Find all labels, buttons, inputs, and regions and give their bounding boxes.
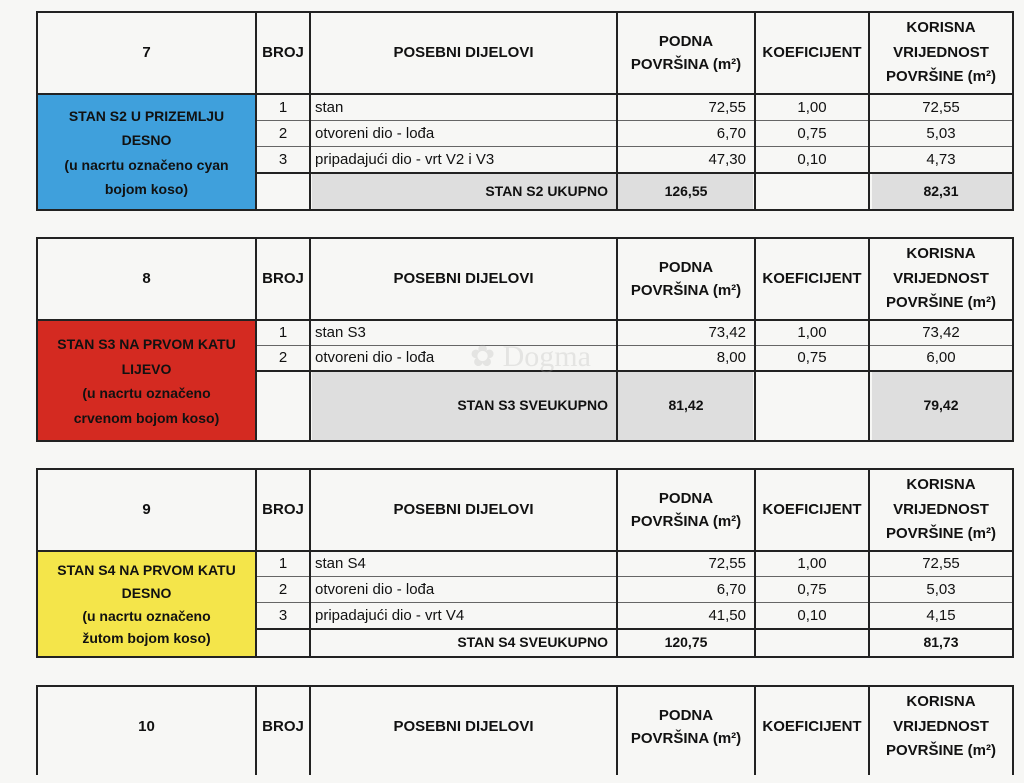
header-posebni-dijelovi: POSEBNI DIJELOVI xyxy=(393,718,534,736)
header-text: KORISNA xyxy=(906,18,976,36)
row-dio: otvoreni dio - lođa xyxy=(315,580,435,598)
header-text: POVRŠINE (m²) xyxy=(885,742,996,760)
header-text: VRIJEDNOST xyxy=(893,269,989,287)
total-podna: 126,55 xyxy=(664,182,708,199)
section-8 xyxy=(0,235,1024,445)
header-posebni-dijelovi: POSEBNI DIJELOVI xyxy=(393,44,534,62)
header-text: POVRŠINA (m²) xyxy=(630,730,742,747)
row-dio: otvoreni dio - lođa xyxy=(315,124,435,142)
header-podna-povrsina xyxy=(618,239,754,319)
row-dio: stan S3 xyxy=(315,324,366,342)
header-podna-povrsina xyxy=(618,13,754,93)
row-koef: 0,10 xyxy=(797,606,827,624)
section-9 xyxy=(0,468,1024,663)
row-podna: 41,50 xyxy=(708,606,746,624)
section-10 xyxy=(0,683,1024,783)
row-korisna: 5,03 xyxy=(926,124,956,142)
apartment-line: žutom bojom koso) xyxy=(82,630,211,647)
row-podna: 6,70 xyxy=(716,124,746,142)
section-number: 10 xyxy=(138,718,155,736)
header-koeficijent: KOEFICIJENT xyxy=(762,44,862,62)
watermark-logo: ✿ Dogma xyxy=(470,340,591,373)
row-broj: 1 xyxy=(278,555,288,573)
header-broj: BROJ xyxy=(262,44,304,62)
row-podna: 6,70 xyxy=(716,580,746,598)
row-koef: 0,75 xyxy=(797,124,827,142)
header-podna-povrsina xyxy=(618,470,754,550)
header-text: VRIJEDNOST xyxy=(893,500,989,518)
row-koef: 1,00 xyxy=(797,324,827,342)
apartment-line: bojom koso) xyxy=(104,181,189,197)
row-dio: stan xyxy=(315,98,344,116)
header-text: POVRŠINA (m²) xyxy=(630,513,742,530)
total-podna: 120,75 xyxy=(664,634,708,651)
header-broj: BROJ xyxy=(262,270,304,288)
row-korisna: 4,15 xyxy=(926,606,956,624)
row-broj: 3 xyxy=(278,606,288,624)
total-label: STAN S2 UKUPNO xyxy=(485,182,608,199)
row-podna: 47,30 xyxy=(708,150,746,168)
header-text: POVRŠINE (m²) xyxy=(885,68,996,86)
total-podna: 81,42 xyxy=(668,397,704,414)
apartment-label xyxy=(38,96,255,209)
row-dio: stan S4 xyxy=(315,555,366,573)
apartment-line: (u nacrtu označeno xyxy=(82,385,211,401)
header-text: POVRŠINE (m²) xyxy=(885,525,996,543)
header-text: KORISNA xyxy=(906,244,976,262)
row-korisna: 72,55 xyxy=(922,555,960,573)
header-korisna-vrijednost xyxy=(870,687,1012,767)
apartment-label xyxy=(38,553,255,656)
row-koef: 0,75 xyxy=(797,349,827,367)
apartment-label xyxy=(38,322,255,440)
header-text: POVRŠINA (m²) xyxy=(630,282,742,299)
header-koeficijent: KOEFICIJENT xyxy=(762,501,862,519)
row-dio: pripadajući dio - vrt V4 xyxy=(315,606,465,624)
row-koef: 0,75 xyxy=(797,580,827,598)
row-podna: 8,00 xyxy=(716,349,746,367)
header-text: VRIJEDNOST xyxy=(893,717,989,735)
row-podna: 73,42 xyxy=(708,324,746,342)
apartment-line: STAN S4 NA PRVOM KATU xyxy=(57,562,236,579)
header-text: KORISNA xyxy=(906,475,976,493)
row-broj: 1 xyxy=(278,324,288,342)
apartment-line: LIJEVO xyxy=(121,360,172,377)
row-koef: 1,00 xyxy=(797,98,827,116)
row-broj: 2 xyxy=(278,349,288,367)
header-text: POVRŠINA (m²) xyxy=(630,56,742,73)
row-korisna: 4,73 xyxy=(926,150,956,168)
apartment-line: DESNO xyxy=(121,132,172,148)
total-korisna: 81,73 xyxy=(923,634,959,651)
row-dio: otvoreni dio - lođa xyxy=(315,349,435,367)
apartment-line: (u nacrtu označeno xyxy=(82,607,211,624)
header-korisna-vrijednost xyxy=(870,470,1012,550)
header-korisna-vrijednost xyxy=(870,239,1012,319)
row-koef: 1,00 xyxy=(797,555,827,573)
apartment-line: STAN S2 U PRIZEMLJU xyxy=(68,107,225,124)
header-broj: BROJ xyxy=(262,718,304,736)
header-posebni-dijelovi: POSEBNI DIJELOVI xyxy=(393,270,534,288)
row-korisna: 72,55 xyxy=(922,98,960,116)
total-label: STAN S4 SVEUKUPNO xyxy=(457,634,608,651)
header-text: PODNA xyxy=(658,258,714,276)
header-korisna-vrijednost xyxy=(870,13,1012,93)
header-posebni-dijelovi: POSEBNI DIJELOVI xyxy=(393,501,534,519)
apartment-line: crvenom bojom koso) xyxy=(73,409,220,426)
row-korisna: 73,42 xyxy=(922,324,960,342)
row-korisna: 6,00 xyxy=(926,349,956,367)
section-7 xyxy=(0,0,1024,215)
total-korisna: 79,42 xyxy=(923,397,959,414)
row-broj: 3 xyxy=(278,150,288,168)
header-koeficijent: KOEFICIJENT xyxy=(762,270,862,288)
row-podna: 72,55 xyxy=(708,555,746,573)
header-podna-povrsina xyxy=(618,687,754,767)
apartment-line: DESNO xyxy=(121,584,172,601)
row-podna: 72,55 xyxy=(708,98,746,116)
row-broj: 2 xyxy=(278,124,288,142)
section-number: 8 xyxy=(142,270,151,288)
row-koef: 0,10 xyxy=(797,150,827,168)
header-koeficijent: KOEFICIJENT xyxy=(762,718,862,736)
apartment-line: (u nacrtu označeno cyan xyxy=(64,156,229,173)
header-text: PODNA xyxy=(658,489,714,507)
total-label: STAN S3 SVEUKUPNO xyxy=(457,397,608,414)
section-number: 9 xyxy=(142,501,151,519)
row-dio: pripadajući dio - vrt V2 i V3 xyxy=(315,150,495,168)
header-text: KORISNA xyxy=(906,692,976,710)
total-korisna: 82,31 xyxy=(923,182,959,199)
header-text: PODNA xyxy=(658,32,714,50)
row-broj: 1 xyxy=(278,98,288,116)
header-text: VRIJEDNOST xyxy=(893,43,989,61)
row-korisna: 5,03 xyxy=(926,580,956,598)
header-broj: BROJ xyxy=(262,501,304,519)
row-broj: 2 xyxy=(278,580,288,598)
header-text: PODNA xyxy=(658,706,714,724)
section-number: 7 xyxy=(142,44,151,62)
header-text: POVRŠINE (m²) xyxy=(885,294,996,312)
apartment-line: STAN S3 NA PRVOM KATU xyxy=(57,336,236,352)
